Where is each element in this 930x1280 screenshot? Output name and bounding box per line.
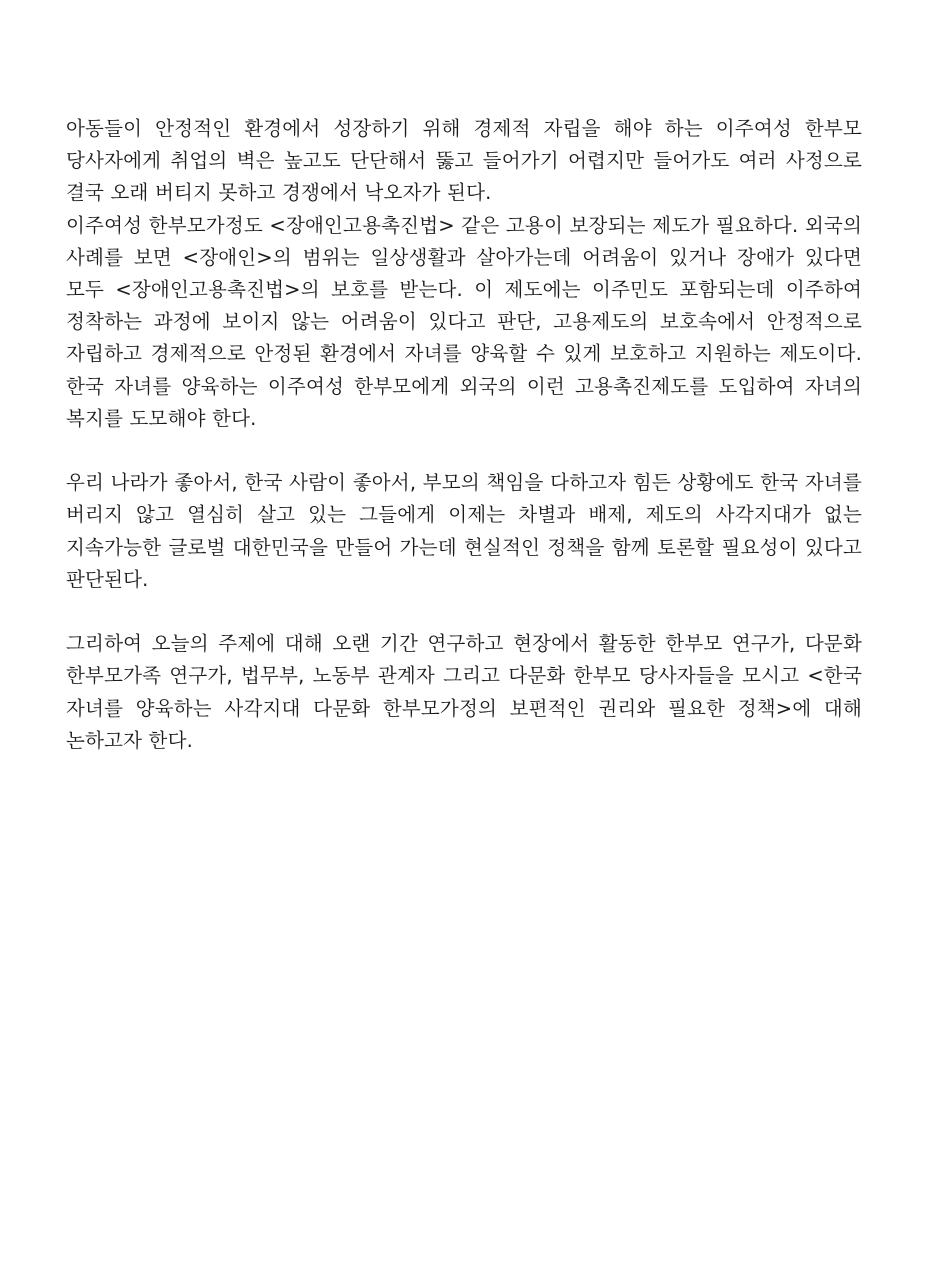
paragraph-spacer — [66, 596, 862, 628]
paragraph-policy-discussion-need: 우리 나라가 좋아서, 한국 사람이 좋아서, 부모의 책임을 다하고자 힘든 상황에도 한국 자녀를 버리지 않고 열심히 살고 있는 그들에게 이제는 차별과 배제, 제도의 사각지대가 없는 지속가능한 글로벌 대한민국을 만들어 가는데 현실적인 정책을 함께 토론할 필요성이 있다고 판단된다. — [66, 471, 862, 591]
paragraph-spacer — [66, 435, 862, 467]
document-body — [66, 113, 862, 757]
paragraph-employment-barrier: 아동들이 안정적인 환경에서 성장하기 위해 경제적 자립을 해야 하는 이주여성 한부모 당사자에게 취업의 벽은 높고도 단단해서 뚫고 들어가기 어렵지만 들어가도 여러 사정으로 결국 오래 버티지 못하고 경쟁에서 낙오자가 된다. — [66, 117, 862, 205]
paragraph-forum-purpose: 그리하여 오늘의 주제에 대해 오랜 기간 연구하고 현장에서 활동한 한부모 연구가, 다문화 한부모가족 연구가, 법무부, 노동부 관계자 그리고 다문화 한부모 당사자들을 모시고 <한국 자녀를 양육하는 사각지대 다문화 한부모가정의 보편적인 권리와 필요한 정책>에 대해 논하고자 한다. — [66, 632, 862, 752]
paragraph-employment-promotion-law: 이주여성 한부모가정도 <장애인고용촉진법> 같은 고용이 보장되는 제도가 필요하다. 외국의 사례를 보면 <장애인>의 범위는 일상생활과 살아가는데 어려움이 있거나 장애가 있다면 모두 <장애인고용촉진법>의 보호를 받는다. 이 제도에는 이주민도 포함되는데 이주하여 정착하는 과정에 보이지 않는 어려움이 있다고 판단, 고용제도의 보호속에서 안정적으로 자립하고 경제적으로 안정된 환경에서 자녀를 양육할 수 있게 보호하고 지원하는 제도이다. 한국 자녀를 양육하는 이주여성 한부모에게 외국의 이런 고용촉진제도를 도입하여 자녀의 복지를 도모해야 한다. — [66, 213, 862, 430]
